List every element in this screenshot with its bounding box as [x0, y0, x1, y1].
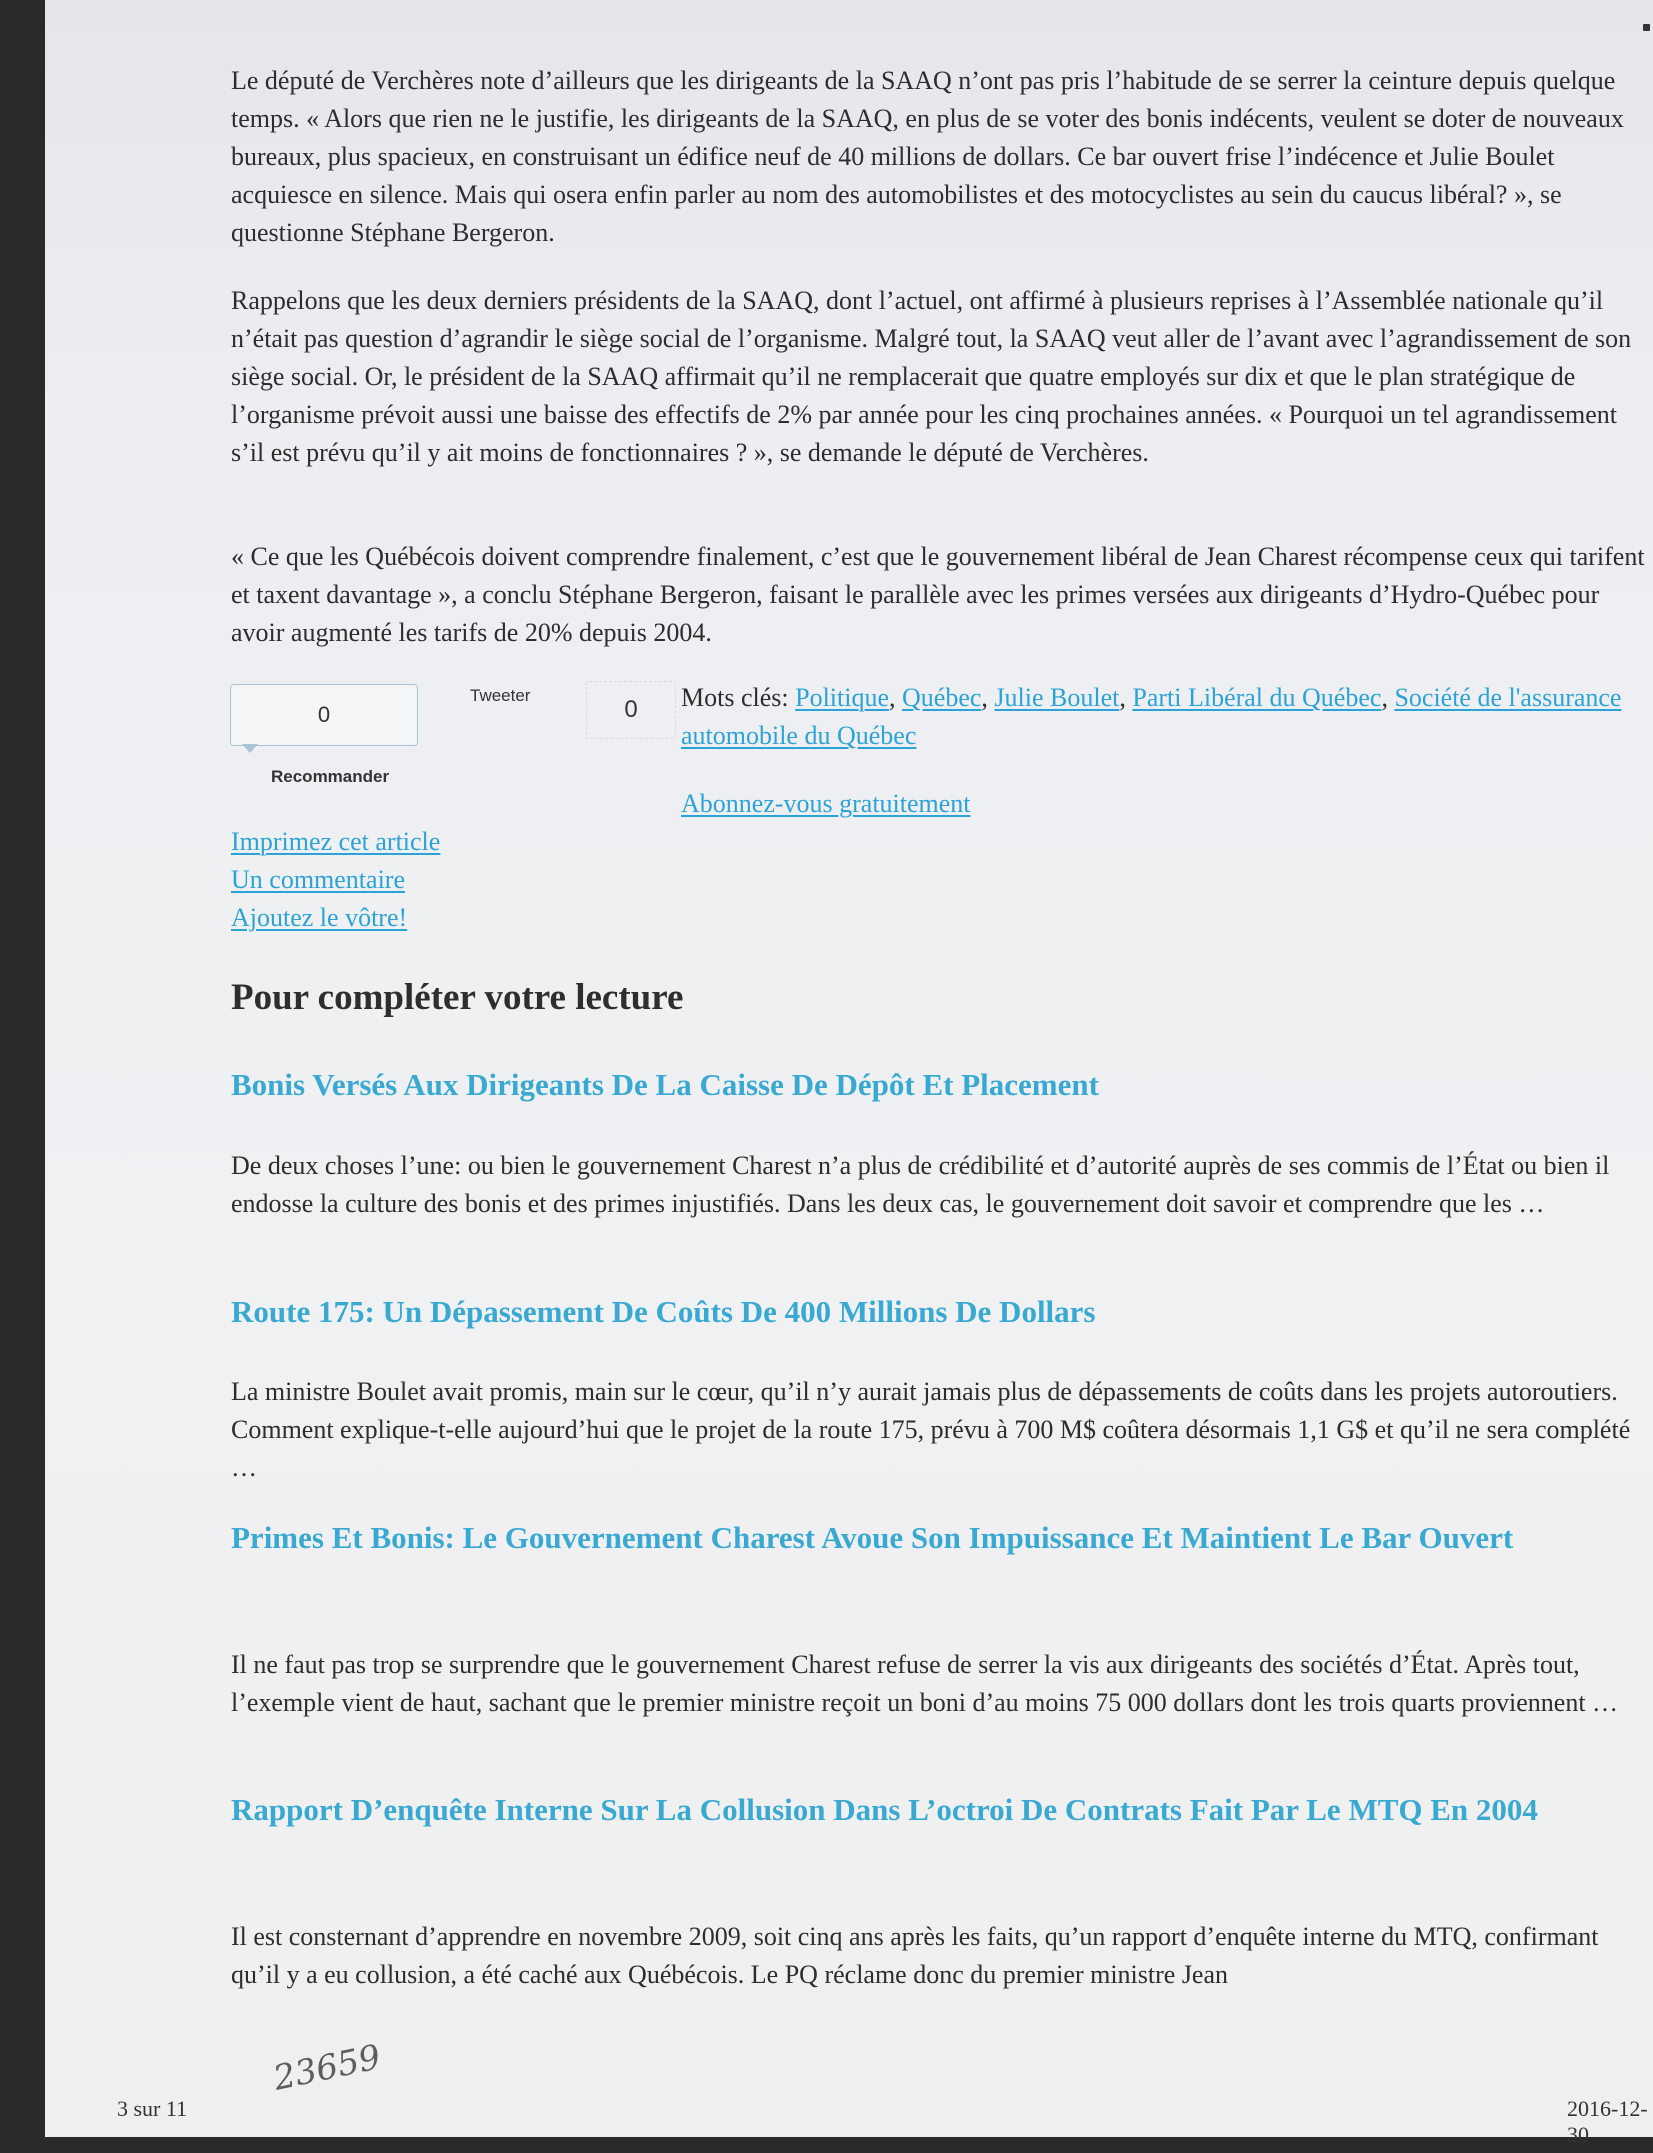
article-paragraph: Rappelons que les deux derniers présidents de la SAAQ, dont l’actuel, ont affirmé à plusieurs reprises à l’Assemblée nationale qu’il n’était pas question d’agrandir le siège social de l’organisme. Malgré tout, la SAAQ veut aller de l’avant avec l’agrandissement de son siège social. Or, le président de la SAAQ affirmait qu’il ne remplacerait que quatre employés sur dix et que le plan stratégique de l’organisme prévoit aussi une baisse des effectifs de 2% par année pour les cinq prochaines années. « Pourquoi un tel agrandissement s’il est prévu qu’il y ait moins de fonctionnaires ? », se demande le député de Verchères.	[231, 286, 1632, 467]
page-number: 3 sur 11	[117, 2096, 188, 2121]
tweet-count-bubble[interactable]	[586, 681, 676, 739]
recommend-button[interactable]: Recommander	[271, 767, 390, 786]
article-actions	[231, 823, 440, 937]
related-article-excerpt: Il est consternant d’apprendre en novembre 2009, soit cinq ans après les faits, qu’un rapport d’enquête interne du MTQ, confirmant qu’il y a eu collusion, a été caché aux Québécois. Le PQ réclame donc du premier ministre Jean	[231, 1922, 1599, 1989]
bubble-tail-icon	[242, 744, 258, 753]
tag-link[interactable]: Parti Libéral du Québec	[1132, 683, 1382, 712]
related-article-title[interactable]: Bonis Versés Aux Dirigeants De La Caisse De Dépôt Et Placement	[231, 1067, 1099, 1102]
tag-separator: ,	[1381, 683, 1395, 712]
related-article-excerpt: De deux choses l’une: ou bien le gouvernement Charest n’a plus de crédibilité et d’autorité auprès de ses commis de l’État ou bien il endosse la culture des bonis et des primes injustifiés. Dans les deux cas, le gouvernement doit savoir et comprendre que les …	[231, 1151, 1610, 1218]
print-date: 2016-12-30	[1567, 2096, 1648, 2147]
tag-separator: ,	[889, 683, 903, 712]
related-article-excerpt: La ministre Boulet avait promis, main sur le cœur, qu’il n’y aurait jamais plus de dépassements de coûts dans les projets autoroutiers. Comment explique-t-elle aujourd’hui que le projet de la route 175, prévu à 700 M$ coûtera désormais 1,1 G$ et qu’il ne sera complété …	[231, 1377, 1631, 1482]
related-section-title: Pour compléter votre lecture	[231, 977, 684, 1018]
handwritten-annotation: 23659	[270, 2037, 385, 2099]
tag-link[interactable]: Politique	[795, 683, 890, 712]
tag-separator: ,	[981, 683, 995, 712]
speck-mark	[1643, 24, 1650, 31]
article-paragraph: Le député de Verchères note d’ailleurs que les dirigeants de la SAAQ n’ont pas pris l’habitude de se serrer la ceinture depuis quelque temps. « Alors que rien ne le justifie, les dirigeants de la SAAQ, en plus de se voter des bonis indécents, veulent se doter de nouveaux bureaux, plus spacieux, en construisant un édifice neuf de 40 millions de dollars. Ce bar ouvert frise l’indécence et Julie Boulet acquiesce en silence. Mais qui osera enfin parler au nom des automobilistes et des motocyclistes au sein du caucus libéral? », se questionne Stéphane Bergeron.	[231, 66, 1624, 247]
recommend-count-bubble[interactable]	[230, 684, 418, 746]
keywords	[681, 679, 1653, 755]
subscribe-link[interactable]: Abonnez-vous gratuitement	[681, 789, 971, 818]
tag-link[interactable]: Québec	[902, 683, 982, 712]
tweet-button[interactable]: Tweeter	[470, 686, 531, 705]
related-article-excerpt: Il ne faut pas trop se surprendre que le gouvernement Charest refuse de serrer la vis aux dirigeants des sociétés d’État. Après tout, l’exemple vient de haut, sachant que le premier ministre reçoit un boni d’au moins 75 000 dollars dont les trois quarts proviennent …	[231, 1650, 1619, 1717]
related-article-title[interactable]: Rapport D’enquête Interne Sur La Collusion Dans L’octroi De Contrats Fait Par Le MTQ En 2004	[231, 1792, 1538, 1827]
tag-link[interactable]: Société de l'assurance automobile du Québec	[681, 683, 1622, 750]
related-article-title[interactable]: Route 175: Un Dépassement De Coûts De 400 Millions De Dollars	[231, 1294, 1096, 1329]
article-paragraph: « Ce que les Québécois doivent comprendre finalement, c’est que le gouvernement libéral de Jean Charest récompense ceux qui tarifent et taxent davantage », a conclu Stéphane Bergeron, faisant le parallèle avec les primes versées aux dirigeants d’Hydro-Québec pour avoir augmenté les tarifs de 20% depuis 2004.	[231, 542, 1645, 647]
comments-link[interactable]: Un commentaire	[231, 865, 405, 894]
printed-page	[45, 0, 1653, 2147]
keywords-label: Mots clés:	[681, 683, 789, 712]
add-comment-link[interactable]: Ajoutez le vôtre!	[231, 903, 408, 932]
tweet-count: 0	[624, 696, 638, 723]
related-article-title[interactable]: Primes Et Bonis: Le Gouvernement Charest Avoue Son Impuissance Et Maintient Le Bar Ouvert	[231, 1520, 1514, 1555]
tag-link[interactable]: Julie Boulet	[994, 683, 1120, 712]
tag-separator: ,	[1119, 683, 1133, 712]
recommend-count: 0	[317, 702, 331, 727]
print-article-link[interactable]: Imprimez cet article	[231, 827, 441, 856]
